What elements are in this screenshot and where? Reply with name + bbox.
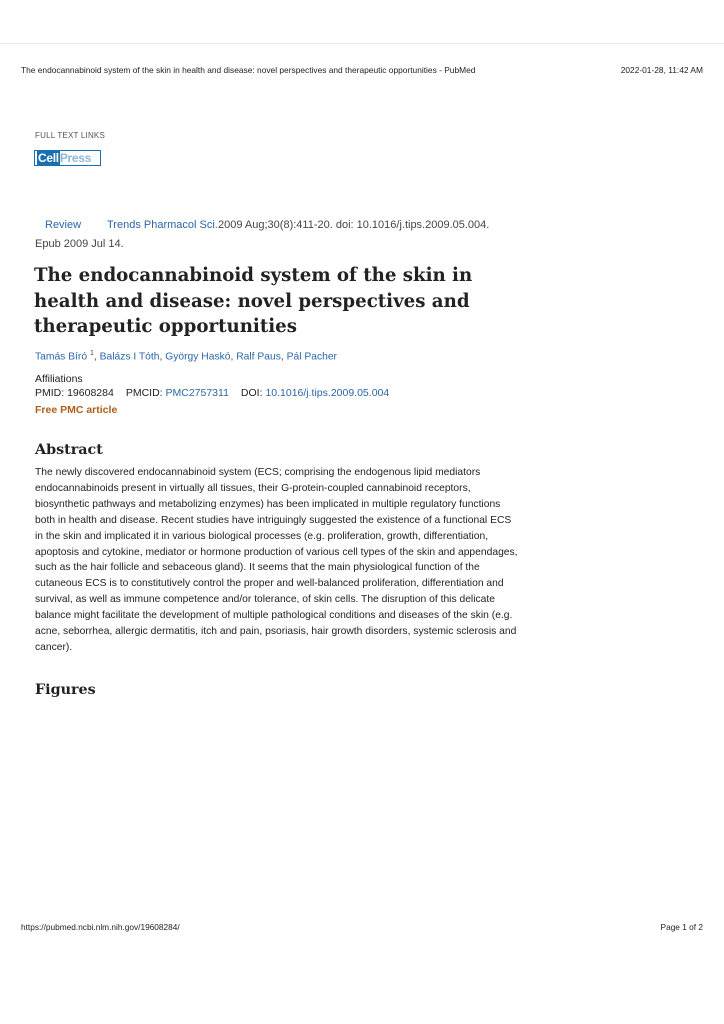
doi-label: DOI: (240, 387, 263, 399)
print-footer-page-number: Page 1 of 2 (660, 922, 703, 932)
print-header-datetime: 2022-01-28, 11:42 AM (620, 65, 703, 75)
top-divider (0, 43, 724, 44)
pmcid-label: PMCID: (125, 387, 163, 399)
doi-link[interactable]: 10.1016/j.tips.2009.05.004 (265, 387, 390, 399)
abstract-heading: Abstract (35, 442, 103, 458)
author-link[interactable]: György Haskó (165, 351, 231, 363)
article-title: The endocannabinoid system of the skin in health and disease: novel perspectives and therapeutic opportunities (34, 265, 473, 337)
pmid-value: 19608284 (67, 387, 114, 399)
epub-date: Epub 2009 Jul 14. (35, 238, 124, 250)
logo-text-cell: Cell (38, 151, 59, 165)
affiliation-marker[interactable]: 1 (89, 350, 94, 357)
author-list: Tamás Bíró $^1$, Balázs I Tóth, György Haskó, Ralf Paus, Pál Pacher (35, 350, 337, 363)
pmid-label: PMID: (35, 387, 65, 399)
author-link[interactable]: Pál Pacher (286, 351, 337, 363)
figures-heading: Figures (35, 682, 96, 698)
print-header-title: The endocannabinoid system of the skin in health and disease: novel perspectives and therapeutic opportunities - PubMed (21, 65, 476, 75)
article-identifiers (35, 387, 389, 399)
full-text-links-label: FULL TEXT LINKS (35, 131, 105, 140)
cellpress-logo-link[interactable] (34, 150, 101, 166)
free-pmc-article-badge: Free PMC article (35, 404, 118, 416)
author-link[interactable]: Tamás Bíró (35, 351, 88, 363)
author-link[interactable]: Balázs I Tóth (99, 351, 160, 363)
affiliations-toggle[interactable]: Affiliations (35, 373, 83, 385)
author-link[interactable]: Ralf Paus (236, 351, 281, 363)
journal-link[interactable]: Trends Pharmacol Sci. (107, 219, 218, 231)
logo-text-press: Press (59, 151, 92, 165)
citation-details: 2009 Aug;30(8):411-20. doi: 10.1016/j.tips.2009.05.004. (218, 219, 490, 231)
abstract-text: The newly discovered endocannabinoid system (ECS; comprising the endogenous lipid mediators endocannabinoids present in virtually all tissues, their G-protein-coupled cannabinoid receptors, biosynthetic pathways and metabolizing enzymes) has been implicated in multiple regulatory functions both in health and disease. Recent studies have intriguingly suggested the existence of a functional ECS in the skin and implicated it in various biological processes (e.g. proliferation, growth, differentiation, apoptosis and cytokine, mediator or hormone production of various cell types of the skin and appendages, such as the hair follicle and sebaceous gland). It seems that the main physiological function of the cutaneous ECS is to constitutively control the proper and well-balanced proliferation, differentiation and survival, as well as immune competence and/or tolerance, of skin cells. The disruption of this delicate balance might facilitate the development of multiple pathological conditions and diseases of the skin (e.g. acne, seborrhea, allergic dermatitis, itch and pain, psoriasis, hair growth disorders, systemic sclerosis and cancer). (35, 467, 518, 653)
print-footer-url: https://pubmed.ncbi.nlm.nih.gov/19608284/ (21, 922, 180, 932)
publication-type-link[interactable]: Review (45, 219, 82, 231)
pmcid-link[interactable]: PMC2757311 (165, 387, 229, 399)
